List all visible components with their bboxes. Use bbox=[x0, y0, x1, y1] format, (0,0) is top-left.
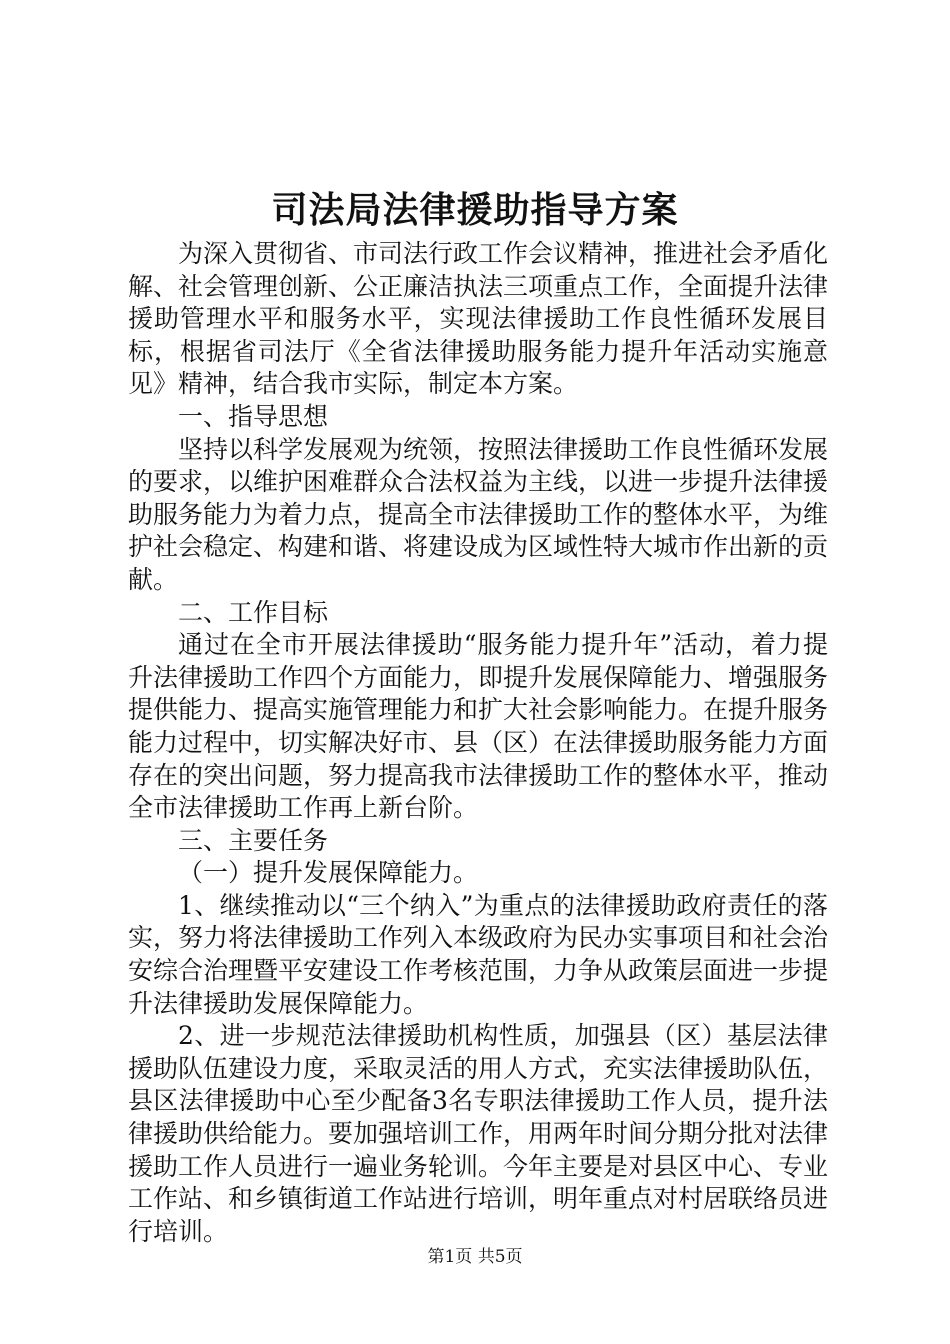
document-title: 司法局法律援助指导方案 bbox=[271, 189, 679, 231]
subsection-heading-1: （一）提升发展保障能力。 bbox=[178, 858, 479, 888]
page-footer: 第1页 共5页 bbox=[427, 1247, 523, 1267]
work-goals-paragraph: 通过在全市开展法律援助“服务能力提升年”活动，着力提升法律援助工作四个方面能力，即提升发展保障能力、增强服务提供能力、提高实施管理能力和扩大社会影响能力。在提升服务能力过程中，切实解决好市、县（区）在法律援助服务能力方面存在的突出问题，努力提高我市法律援助工作的整体水平，推动全市法律援助工作再上新台阶。 bbox=[128, 630, 829, 823]
section-heading-guiding-thought: 一、指导思想 bbox=[178, 401, 329, 431]
document-body bbox=[128, 238, 828, 1248]
intro-paragraph: 为深入贯彻省、市司法行政工作会议精神，推进社会矛盾化解、社会管理创新、公正廉洁执法三项重点工作，全面提升法律援助管理水平和服务水平，实现法律援助工作良性循环发展目标，根据省司法厅《全省法律援助服务能力提升年活动实施意见》精神，结合我市实际，制定本方案。 bbox=[128, 239, 829, 399]
guiding-thought-paragraph: 坚持以科学发展观为统领，按照法律援助工作良性循环发展的要求，以维护困难群众合法权益为主线，以进一步提升法律援助服务能力为着力点，提高全市法律援助工作的整体水平，为维护社会稳定、构建和谐、将建设成为区域性特大城市作出新的贡献。 bbox=[128, 434, 829, 594]
section-heading-main-tasks: 三、主要任务 bbox=[178, 825, 329, 855]
task-item-1: 1、继续推动以“三个纳入”为重点的法律援助政府责任的落实，努力将法律援助工作列入本级政府为民办实事项目和社会治安综合治理暨平安建设工作考核范围，力争从政策层面进一步提升法律援助发展保障能力。 bbox=[128, 890, 829, 1018]
section-heading-work-goals: 二、工作目标 bbox=[178, 597, 329, 627]
task-item-2: 2、进一步规范法律援助机构性质，加强县（区）基层法律援助队伍建设力度，采取灵活的用人方式，充实法律援助队伍，县区法律援助中心至少配备3名专职法律援助工作人员，提升法律援助供给能力。要加强培训工作，用两年时间分期分批对法律援助工作人员进行一遍业务轮训。今年主要是对县区中心、专业工作站、和乡镇街道工作站进行培训，明年重点对村居联络员进行培训。 bbox=[128, 1021, 829, 1246]
